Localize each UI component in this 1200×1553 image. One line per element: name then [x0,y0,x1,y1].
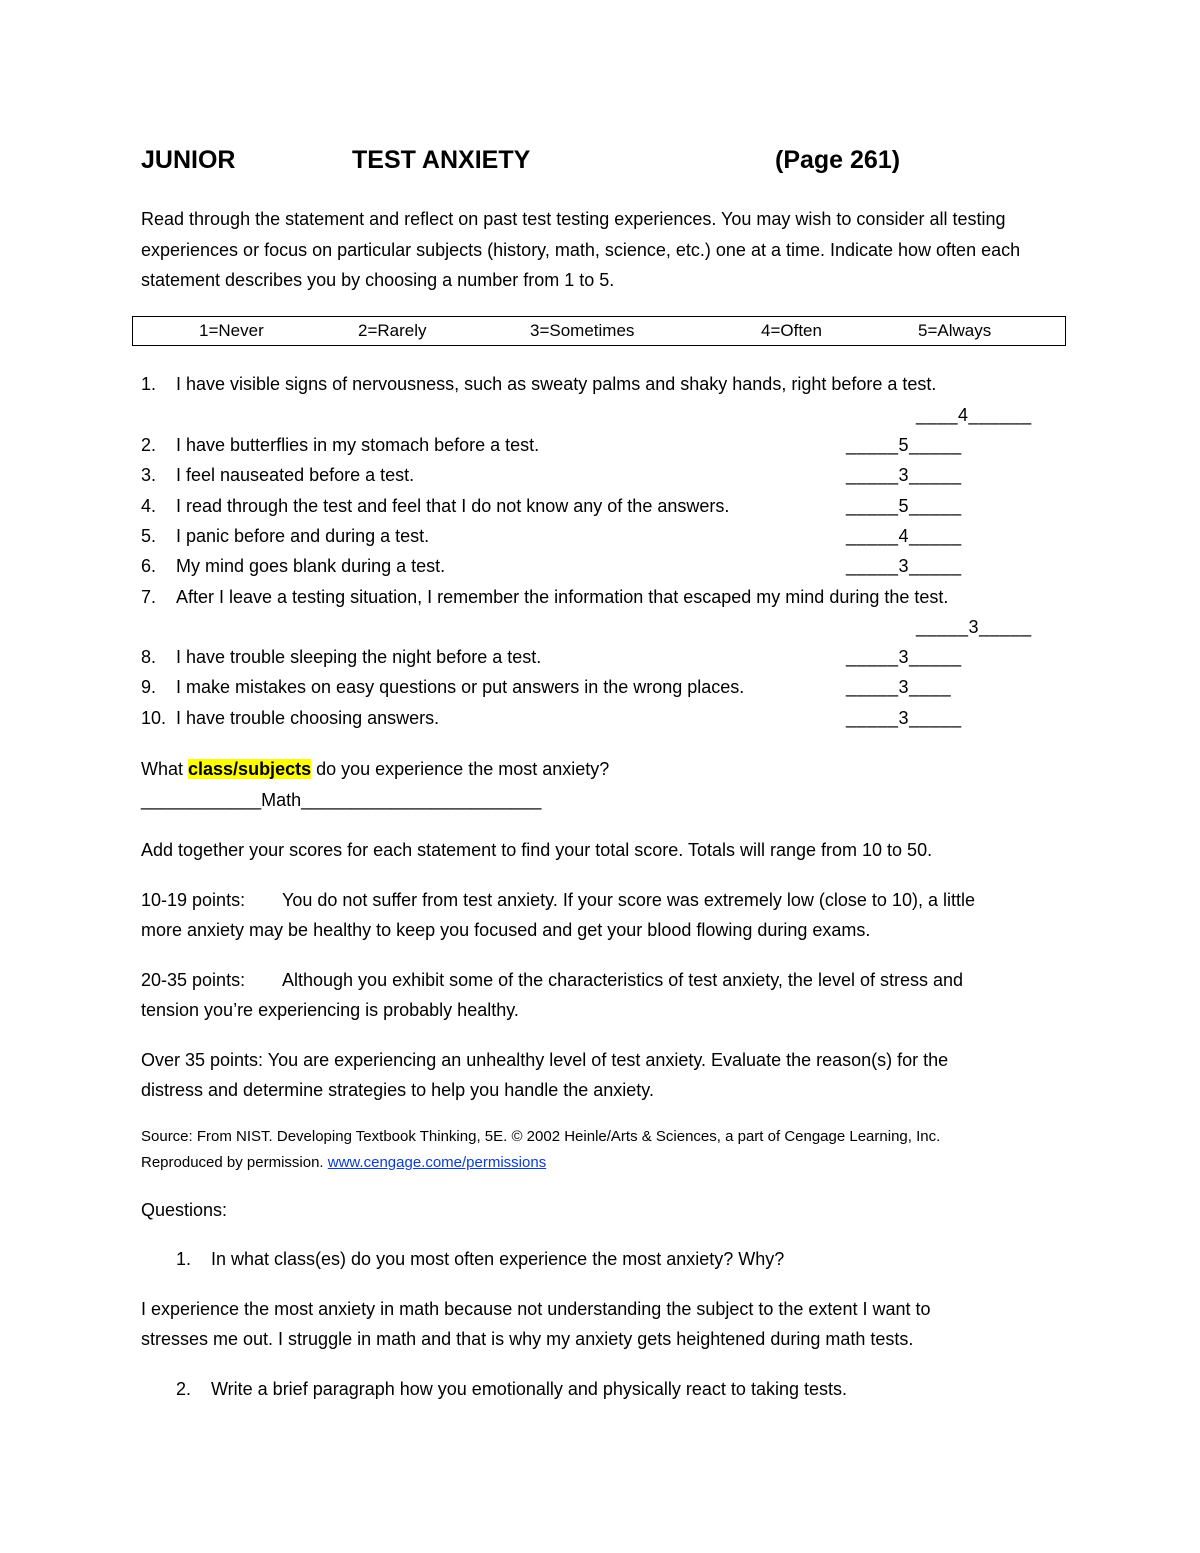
score-high-text-cont: distress and determine strategies to help you handle the anxiety. [141,1080,654,1100]
answer-field[interactable]: _____3_____ [846,708,962,728]
score-low-text-cont: more anxiety may be healthy to keep you focused and get your blood flowing during exams. [141,920,871,940]
subject-answer[interactable]: ____________Math________________________ [141,790,542,810]
answer-paragraph-cont: stresses me out. I struggle in math and that is why my anxiety gets heightened during math tests. [141,1329,914,1349]
question-text: I have trouble sleeping the night before a test. [176,647,542,667]
question-text: After I leave a testing situation, I remember the information that escaped my mind during the test. [176,587,949,607]
question-text: I have trouble choosing answers. [176,708,440,728]
question-text: My mind goes blank during a test. [176,556,446,576]
score-low-label: 10-19 points: [141,890,246,910]
question-number: 9. [141,677,157,697]
score-mid-text-cont: tension you’re experiencing is probably healthy. [141,1000,519,1020]
questions-heading: Questions: [141,1200,228,1220]
scale-often: 4=Often [761,321,822,340]
subject-question-prefix: What [141,759,189,779]
question-number: 10. [141,708,167,728]
subject-question-suffix: do you experience the most anxiety? [311,759,610,779]
answer-field[interactable]: _____4_____ [846,526,962,546]
answer-field[interactable]: _____3_____ [846,647,962,667]
answer-field[interactable]: _____3_____ [846,556,962,576]
title-test-anxiety: TEST ANXIETY [352,146,531,174]
question-number: 1. [176,1249,192,1269]
question-number: 7. [141,587,157,607]
question-number: 6. [141,556,157,576]
scale-never: 1=Never [199,321,264,340]
source-permission [141,1150,546,1176]
question-text: I make mistakes on easy questions or put answers in the wrong places. [176,677,745,697]
question-text: I have visible signs of nervousness, such as sweaty palms and shaky hands, right before a test. [176,374,937,394]
scoring-instructions: Add together your scores for each statement to find your total score. Totals will range from 10 to 50. [141,840,933,860]
score-mid-label: 20-35 points: [141,970,246,990]
question-number: 8. [141,647,157,667]
question-number: 3. [141,465,157,485]
answer-field[interactable]: _____5_____ [846,435,962,455]
scale-always: 5=Always [918,321,992,340]
intro-paragraph: Read through the statement and reflect on past test testing experiences. You may wish to consider all testing experiences or focus on particular subjects (history, math, science, etc.) one at a time. Indicate how often each statement describes you by choosing a number from 1 to 5. [141,209,1021,290]
answer-field[interactable]: _____3_____ [846,465,962,485]
score-high-text: Over 35 points: You are experiencing an unhealthy level of test anxiety. Evaluate the reason(s) for the [141,1050,949,1070]
answer-field[interactable]: ____4______ [916,405,1032,425]
answer-field[interactable]: _____3_____ [916,617,1032,637]
answer-field[interactable]: _____5_____ [846,496,962,516]
question-text: Write a brief paragraph how you emotionally and physically react to taking tests. [211,1379,847,1399]
score-low-text: You do not suffer from test anxiety. If your score was extremely low (close to 10), a little [282,890,975,910]
title-junior: JUNIOR [141,146,236,174]
question-number: 5. [141,526,157,546]
title-page-number: (Page 261) [775,146,901,174]
answer-field[interactable]: _____3____ [846,677,952,697]
permission-text: Reproduced by permission. [141,1154,328,1171]
question-text: I read through the test and feel that I do not know any of the answers. [176,496,730,516]
permissions-link[interactable]: www.cengage.come/permissions [327,1154,547,1171]
source-citation: Source: From NIST. Developing Textbook Thinking, 5E. © 2002 Heinle/Arts & Sciences, a part of Cengage Learning, Inc. [141,1128,941,1145]
subject-question [141,754,609,785]
scale-sometimes: 3=Sometimes [530,321,635,340]
question-number: 2. [141,435,157,455]
question-text: I have butterflies in my stomach before a test. [176,435,540,455]
question-number: 4. [141,496,157,516]
rating-scale-box [132,316,1066,346]
answer-paragraph: I experience the most anxiety in math because not understanding the subject to the extent I want to [141,1299,931,1319]
question-text: In what class(es) do you most often experience the most anxiety? Why? [211,1249,785,1269]
question-text: I panic before and during a test. [176,526,430,546]
score-mid-text: Although you exhibit some of the characteristics of test anxiety, the level of stress and [282,970,964,990]
scale-rarely: 2=Rarely [358,321,427,340]
question-number: 1. [141,374,157,394]
highlighted-term: class/subjects [188,759,312,779]
question-number: 2. [176,1379,192,1399]
question-text: I feel nauseated before a test. [176,465,415,485]
